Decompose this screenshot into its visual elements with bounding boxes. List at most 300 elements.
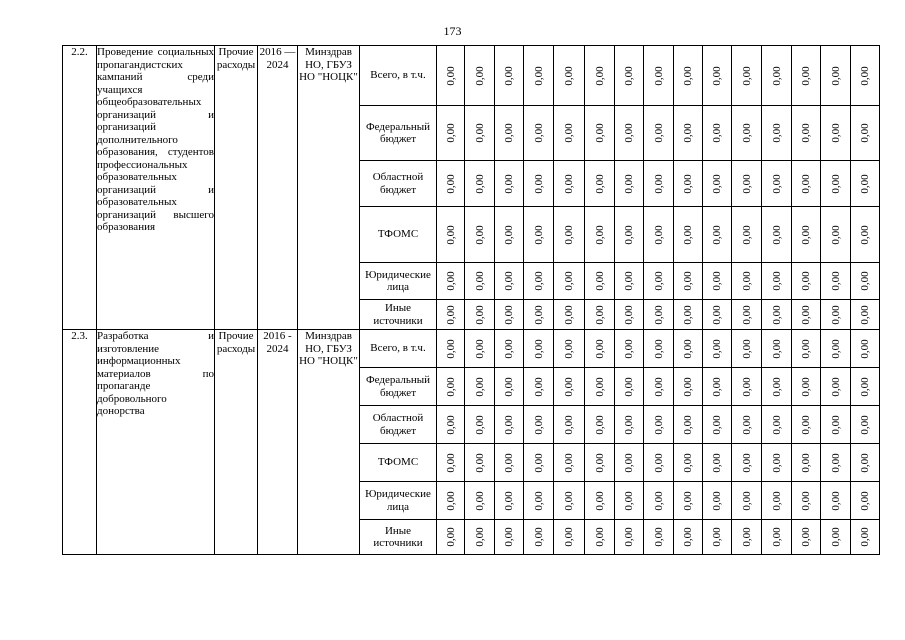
amount-value: 0,00 (444, 123, 457, 143)
item-expense-type: Прочие расходы (215, 46, 258, 330)
amount-value: 0,00 (622, 65, 635, 86)
amount-value: 0,00 (502, 452, 515, 473)
amount-value: 0,00 (681, 65, 694, 86)
amount-cell (732, 161, 762, 207)
amount-cell (524, 161, 554, 207)
amount-value: 0,00 (532, 527, 545, 547)
amount-value: 0,00 (681, 338, 694, 359)
amount-cell (465, 106, 495, 161)
amount-cell (644, 444, 674, 482)
amount-value: 0,00 (593, 338, 606, 359)
amount-value: 0,00 (858, 338, 871, 359)
amount-value: 0,00 (502, 224, 515, 245)
amount-cell (674, 106, 703, 161)
amount-value: 0,00 (473, 304, 486, 325)
amount-cell (615, 330, 644, 368)
amount-value: 0,00 (652, 271, 665, 291)
amount-value: 0,00 (770, 65, 783, 86)
amount-value: 0,00 (829, 338, 842, 359)
amount-cell (674, 368, 703, 406)
amount-value: 0,00 (593, 173, 606, 194)
amount-cell (703, 520, 732, 555)
amount-cell (851, 207, 880, 263)
amount-cell (585, 406, 615, 444)
amount-value: 0,00 (473, 527, 486, 547)
amount-cell (644, 161, 674, 207)
amount-cell (674, 406, 703, 444)
amount-value: 0,00 (829, 490, 842, 511)
amount-cell (524, 300, 554, 330)
amount-value: 0,00 (652, 452, 665, 473)
amount-value: 0,00 (444, 414, 457, 435)
funding-source-label: Областной бюджет (360, 406, 437, 444)
amount-cell (615, 46, 644, 106)
amount-value: 0,00 (652, 173, 665, 194)
amount-cell (524, 368, 554, 406)
amount-cell (644, 300, 674, 330)
amount-cell (495, 207, 524, 263)
amount-value: 0,00 (770, 376, 783, 397)
amount-value: 0,00 (532, 452, 545, 473)
amount-value: 0,00 (562, 490, 575, 511)
amount-value: 0,00 (799, 376, 812, 397)
amount-cell (762, 300, 792, 330)
amount-cell (762, 106, 792, 161)
amount-cell (703, 330, 732, 368)
amount-value: 0,00 (593, 224, 606, 245)
amount-value: 0,00 (473, 271, 486, 291)
amount-cell (821, 161, 851, 207)
amount-value: 0,00 (473, 452, 486, 473)
amount-value: 0,00 (473, 414, 486, 435)
amount-cell (554, 207, 585, 263)
amount-cell (554, 520, 585, 555)
amount-cell (732, 46, 762, 106)
amount-value: 0,00 (502, 123, 515, 143)
amount-value: 0,00 (858, 376, 871, 397)
amount-value: 0,00 (473, 173, 486, 194)
amount-value: 0,00 (681, 224, 694, 245)
amount-value: 0,00 (652, 304, 665, 325)
amount-cell (851, 520, 880, 555)
amount-cell (585, 330, 615, 368)
amount-value: 0,00 (829, 527, 842, 547)
amount-value: 0,00 (622, 224, 635, 245)
amount-cell (437, 482, 465, 520)
amount-cell (554, 330, 585, 368)
amount-cell (703, 207, 732, 263)
amount-cell (821, 300, 851, 330)
amount-value: 0,00 (799, 173, 812, 194)
funding-source-label: Федеральный бюджет (360, 106, 437, 161)
amount-value: 0,00 (681, 376, 694, 397)
funding-source-label: Всего, в т.ч. (360, 46, 437, 106)
amount-value: 0,00 (502, 527, 515, 547)
amount-value: 0,00 (829, 414, 842, 435)
amount-cell (465, 406, 495, 444)
amount-cell (644, 330, 674, 368)
funding-source-label: Всего, в т.ч. (360, 330, 437, 368)
amount-cell (644, 46, 674, 106)
amount-cell (703, 106, 732, 161)
amount-value: 0,00 (473, 338, 486, 359)
amount-value: 0,00 (829, 452, 842, 473)
amount-value: 0,00 (799, 224, 812, 245)
amount-value: 0,00 (770, 173, 783, 194)
amount-cell (585, 106, 615, 161)
funding-source-label: Областной бюджет (360, 161, 437, 207)
amount-cell (762, 482, 792, 520)
amount-cell (524, 482, 554, 520)
amount-cell (732, 263, 762, 300)
amount-value: 0,00 (562, 527, 575, 547)
amount-value: 0,00 (710, 527, 723, 547)
funding-source-label: ТФОМС (360, 444, 437, 482)
amount-value: 0,00 (681, 304, 694, 325)
amount-value: 0,00 (829, 271, 842, 291)
amount-value: 0,00 (740, 414, 753, 435)
amount-value: 0,00 (622, 414, 635, 435)
amount-cell (732, 368, 762, 406)
amount-value: 0,00 (652, 123, 665, 143)
amount-value: 0,00 (770, 490, 783, 511)
amount-value: 0,00 (710, 123, 723, 143)
item-period: 2016 — 2024 (258, 46, 298, 330)
amount-value: 0,00 (532, 414, 545, 435)
amount-value: 0,00 (740, 173, 753, 194)
amount-value: 0,00 (681, 123, 694, 143)
amount-value: 0,00 (593, 304, 606, 325)
amount-cell (644, 106, 674, 161)
amount-value: 0,00 (681, 527, 694, 547)
amount-value: 0,00 (740, 123, 753, 143)
amount-cell (821, 106, 851, 161)
amount-cell (821, 520, 851, 555)
amount-value: 0,00 (562, 338, 575, 359)
funding-source-label: Федеральный бюджет (360, 368, 437, 406)
amount-value: 0,00 (532, 338, 545, 359)
amount-value: 0,00 (652, 376, 665, 397)
amount-cell (554, 444, 585, 482)
amount-cell (674, 207, 703, 263)
amount-value: 0,00 (770, 414, 783, 435)
amount-cell (554, 300, 585, 330)
amount-cell (554, 482, 585, 520)
amount-value: 0,00 (799, 452, 812, 473)
amount-value: 0,00 (710, 65, 723, 86)
amount-value: 0,00 (858, 173, 871, 194)
amount-value: 0,00 (858, 452, 871, 473)
amount-cell (554, 406, 585, 444)
amount-value: 0,00 (444, 224, 457, 245)
amount-cell (585, 207, 615, 263)
amount-value: 0,00 (502, 414, 515, 435)
amount-cell (437, 263, 465, 300)
amount-cell (615, 406, 644, 444)
amount-cell (495, 444, 524, 482)
amount-value: 0,00 (652, 527, 665, 547)
amount-cell (762, 368, 792, 406)
amount-cell (524, 406, 554, 444)
amount-cell (615, 368, 644, 406)
amount-value: 0,00 (652, 490, 665, 511)
amount-cell (644, 482, 674, 520)
amount-value: 0,00 (740, 376, 753, 397)
amount-cell (465, 520, 495, 555)
amount-cell (674, 46, 703, 106)
amount-value: 0,00 (502, 173, 515, 194)
amount-cell (851, 368, 880, 406)
amount-cell (762, 46, 792, 106)
amount-value: 0,00 (532, 490, 545, 511)
amount-value: 0,00 (710, 304, 723, 325)
amount-cell (821, 46, 851, 106)
amount-cell (821, 207, 851, 263)
amount-cell (732, 520, 762, 555)
amount-cell (465, 300, 495, 330)
amount-value: 0,00 (799, 65, 812, 86)
amount-value: 0,00 (444, 527, 457, 547)
amount-cell (495, 406, 524, 444)
amount-cell (792, 406, 821, 444)
amount-value: 0,00 (829, 376, 842, 397)
amount-value: 0,00 (502, 490, 515, 511)
amount-cell (674, 520, 703, 555)
amount-cell (792, 207, 821, 263)
amount-value: 0,00 (532, 304, 545, 325)
amount-cell (495, 161, 524, 207)
amount-cell (524, 330, 554, 368)
amount-cell (437, 520, 465, 555)
amount-value: 0,00 (444, 271, 457, 291)
table-row (63, 330, 880, 368)
amount-cell (644, 263, 674, 300)
amount-cell (674, 161, 703, 207)
amount-cell (437, 406, 465, 444)
amount-value: 0,00 (799, 338, 812, 359)
amount-value: 0,00 (858, 490, 871, 511)
amount-cell (437, 161, 465, 207)
amount-cell (762, 330, 792, 368)
funding-source-label: Юридические лица (360, 482, 437, 520)
amount-value: 0,00 (622, 527, 635, 547)
amount-value: 0,00 (740, 65, 753, 86)
table-body (63, 46, 880, 555)
amount-value: 0,00 (532, 65, 545, 86)
amount-value: 0,00 (593, 65, 606, 86)
amount-cell (585, 482, 615, 520)
amount-cell (644, 406, 674, 444)
amount-value: 0,00 (770, 338, 783, 359)
amount-cell (674, 263, 703, 300)
amount-cell (762, 444, 792, 482)
item-executor: Минздрав НО, ГБУЗ НО "НОЦК" (298, 46, 360, 330)
amount-cell (644, 520, 674, 555)
amount-value: 0,00 (829, 123, 842, 143)
amount-cell (732, 406, 762, 444)
amount-cell (615, 106, 644, 161)
amount-value: 0,00 (593, 490, 606, 511)
funding-source-label: ТФОМС (360, 207, 437, 263)
amount-value: 0,00 (622, 173, 635, 194)
amount-value: 0,00 (829, 173, 842, 194)
amount-value: 0,00 (740, 490, 753, 511)
item-executor: Минздрав НО, ГБУЗ НО "НОЦК" (298, 330, 360, 555)
amount-value: 0,00 (593, 376, 606, 397)
amount-value: 0,00 (593, 414, 606, 435)
amount-cell (792, 520, 821, 555)
budget-table (62, 45, 880, 555)
amount-value: 0,00 (710, 338, 723, 359)
amount-cell (851, 330, 880, 368)
funding-source-label: Юридические лица (360, 263, 437, 300)
amount-cell (437, 330, 465, 368)
amount-cell (851, 482, 880, 520)
amount-cell (554, 263, 585, 300)
amount-value: 0,00 (858, 224, 871, 245)
amount-cell (554, 46, 585, 106)
amount-value: 0,00 (622, 123, 635, 143)
amount-cell (703, 368, 732, 406)
amount-value: 0,00 (622, 338, 635, 359)
amount-cell (732, 300, 762, 330)
amount-cell (585, 300, 615, 330)
amount-cell (644, 207, 674, 263)
amount-cell (465, 263, 495, 300)
amount-cell (644, 368, 674, 406)
amount-cell (615, 482, 644, 520)
amount-value: 0,00 (473, 224, 486, 245)
amount-cell (851, 406, 880, 444)
amount-value: 0,00 (473, 490, 486, 511)
amount-cell (524, 263, 554, 300)
amount-cell (792, 300, 821, 330)
amount-cell (524, 207, 554, 263)
amount-value: 0,00 (858, 304, 871, 325)
amount-cell (465, 161, 495, 207)
amount-value: 0,00 (502, 304, 515, 325)
amount-value: 0,00 (502, 271, 515, 291)
amount-cell (585, 46, 615, 106)
amount-value: 0,00 (799, 123, 812, 143)
amount-cell (674, 330, 703, 368)
amount-cell (495, 482, 524, 520)
funding-source-label: Иные источники (360, 520, 437, 555)
amount-value: 0,00 (444, 452, 457, 473)
amount-value: 0,00 (740, 224, 753, 245)
amount-cell (495, 300, 524, 330)
amount-value: 0,00 (562, 271, 575, 291)
amount-value: 0,00 (562, 414, 575, 435)
amount-value: 0,00 (770, 123, 783, 143)
amount-value: 0,00 (444, 338, 457, 359)
amount-cell (792, 482, 821, 520)
amount-value: 0,00 (710, 173, 723, 194)
amount-value: 0,00 (562, 304, 575, 325)
amount-value: 0,00 (473, 376, 486, 397)
amount-cell (465, 330, 495, 368)
amount-value: 0,00 (740, 527, 753, 547)
amount-value: 0,00 (444, 304, 457, 325)
amount-cell (703, 161, 732, 207)
amount-value: 0,00 (593, 123, 606, 143)
item-description: Проведение социальных пропагандистских кампаний среди учащихся общеобразовательных организаций и организаций дополнительного образования, студентов профессиональных образовательных организаций и образовательных организаций высшего образования (97, 46, 215, 330)
amount-cell (585, 368, 615, 406)
amount-cell (762, 161, 792, 207)
amount-value: 0,00 (858, 414, 871, 435)
item-number: 2.3. (63, 330, 97, 555)
amount-value: 0,00 (858, 123, 871, 143)
amount-cell (615, 263, 644, 300)
amount-value: 0,00 (681, 173, 694, 194)
amount-cell (585, 161, 615, 207)
amount-value: 0,00 (681, 414, 694, 435)
item-expense-type: Прочие расходы (215, 330, 258, 555)
amount-value: 0,00 (740, 304, 753, 325)
amount-value: 0,00 (444, 490, 457, 511)
amount-value: 0,00 (502, 338, 515, 359)
amount-cell (821, 482, 851, 520)
amount-cell (732, 106, 762, 161)
amount-value: 0,00 (652, 65, 665, 86)
amount-cell (821, 444, 851, 482)
amount-cell (792, 330, 821, 368)
amount-value: 0,00 (532, 224, 545, 245)
amount-value: 0,00 (444, 173, 457, 194)
amount-value: 0,00 (622, 452, 635, 473)
amount-cell (524, 46, 554, 106)
amount-cell (437, 207, 465, 263)
amount-value: 0,00 (770, 527, 783, 547)
amount-cell (703, 444, 732, 482)
amount-value: 0,00 (799, 527, 812, 547)
amount-value: 0,00 (593, 452, 606, 473)
amount-cell (495, 368, 524, 406)
amount-cell (465, 444, 495, 482)
amount-cell (615, 207, 644, 263)
amount-value: 0,00 (562, 65, 575, 86)
amount-value: 0,00 (799, 304, 812, 325)
amount-value: 0,00 (770, 304, 783, 325)
amount-cell (762, 406, 792, 444)
amount-value: 0,00 (593, 527, 606, 547)
amount-cell (792, 263, 821, 300)
amount-value: 0,00 (710, 414, 723, 435)
table-row (63, 46, 880, 106)
amount-value: 0,00 (799, 490, 812, 511)
amount-value: 0,00 (710, 224, 723, 245)
amount-cell (703, 263, 732, 300)
amount-value: 0,00 (532, 123, 545, 143)
amount-value: 0,00 (710, 271, 723, 291)
amount-cell (554, 106, 585, 161)
amount-cell (762, 520, 792, 555)
amount-cell (524, 444, 554, 482)
amount-cell (585, 263, 615, 300)
amount-value: 0,00 (770, 452, 783, 473)
amount-value: 0,00 (770, 271, 783, 291)
amount-value: 0,00 (740, 271, 753, 291)
amount-cell (615, 161, 644, 207)
amount-value: 0,00 (532, 173, 545, 194)
amount-cell (615, 520, 644, 555)
amount-cell (851, 444, 880, 482)
amount-value: 0,00 (502, 65, 515, 86)
amount-value: 0,00 (710, 452, 723, 473)
amount-value: 0,00 (622, 376, 635, 397)
amount-value: 0,00 (710, 490, 723, 511)
amount-cell (703, 482, 732, 520)
